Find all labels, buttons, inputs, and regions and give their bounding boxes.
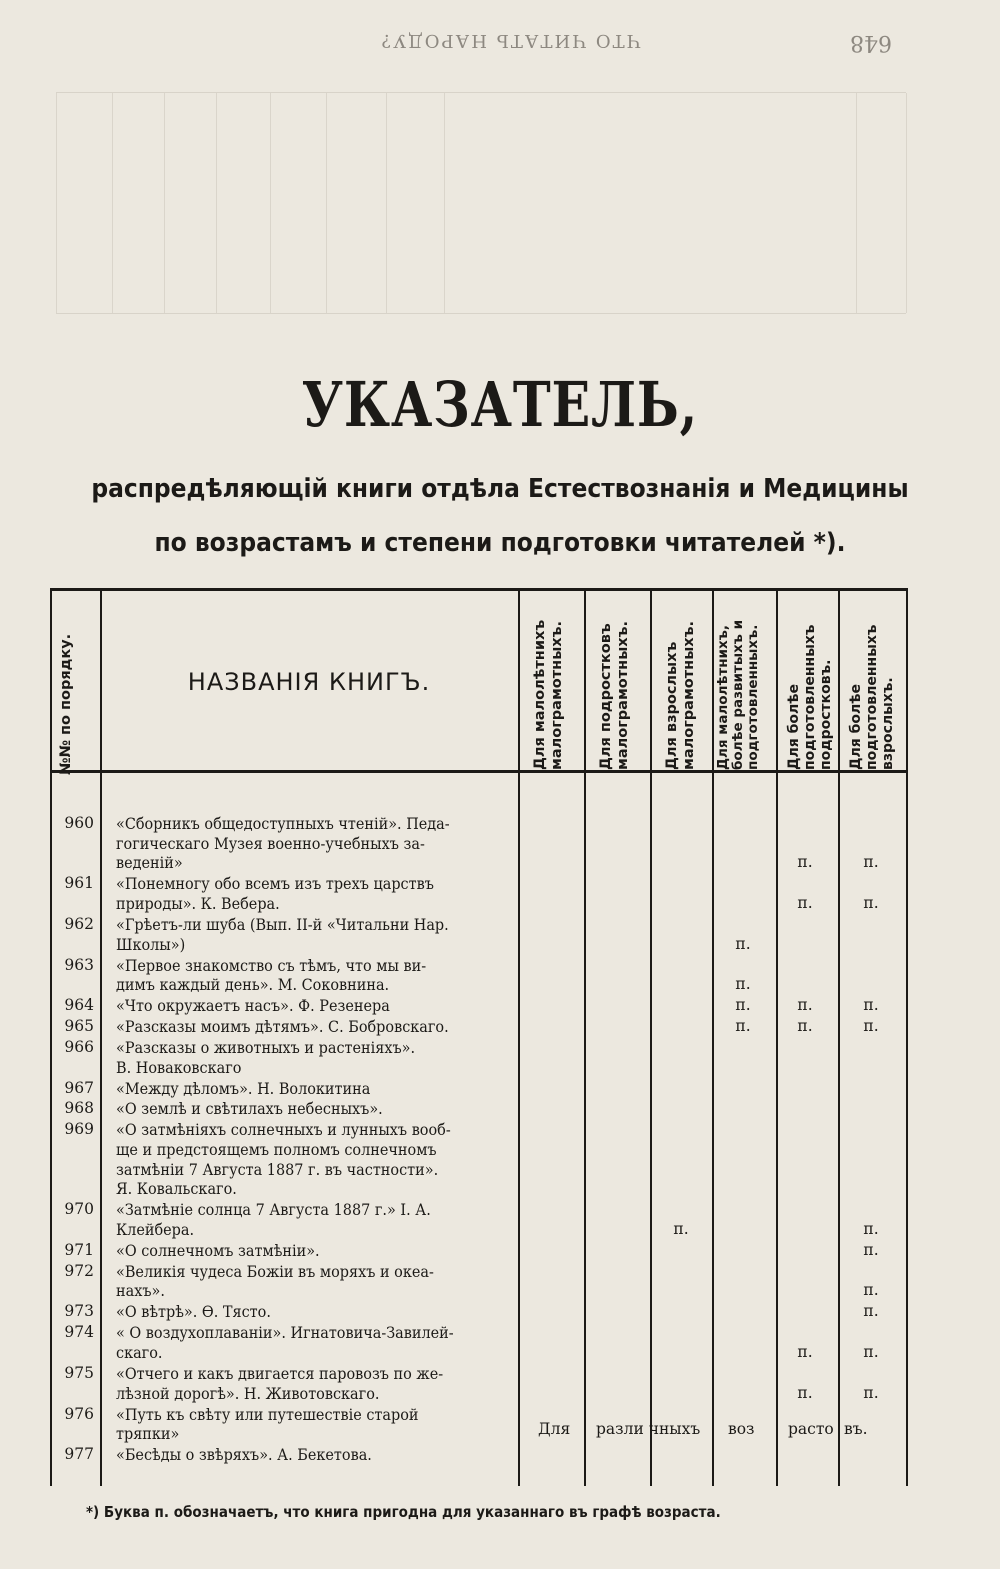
table-row bbox=[60, 1445, 910, 1465]
table-row bbox=[60, 996, 910, 1016]
bleed-through-table bbox=[56, 92, 906, 314]
book-title-line: « О воздухоплаваніи». Игнатовича-Завилей- bbox=[116, 1324, 454, 1343]
book-title-line: «Великія чудеса Божіи въ моряхъ и океа- bbox=[116, 1262, 434, 1281]
book-title-line: веденій» bbox=[116, 854, 183, 873]
row-number: 960 bbox=[64, 814, 94, 832]
book-title-line: «Сборникъ общедоступныхъ чтеній». Педа- bbox=[116, 815, 450, 833]
header-col-6: Для болѣе подготовленныхъ взрослыхъ. bbox=[848, 624, 896, 770]
table-row bbox=[60, 1323, 910, 1362]
suitability-mark: п. bbox=[735, 1017, 751, 1035]
row-number: 974 bbox=[64, 1323, 94, 1342]
suitability-mark: п. bbox=[735, 934, 751, 953]
book-title-line: «Затмѣніе солнца 7 Августа 1887 г.» І. А. bbox=[116, 1201, 431, 1220]
table-row bbox=[60, 1405, 910, 1444]
suitability-mark: п. bbox=[863, 853, 879, 872]
note-word-1: Для bbox=[538, 1420, 571, 1438]
header-titles-column: НАЗВАНІЯ КНИГЪ. bbox=[187, 668, 431, 696]
book-title-line: Я. Ковальскаго. bbox=[116, 1180, 237, 1199]
book-title-line: Школы») bbox=[116, 935, 186, 954]
row-number: 962 bbox=[64, 914, 94, 933]
header-number-column: №№ по порядку. bbox=[58, 633, 74, 775]
row-number: 964 bbox=[64, 996, 94, 1015]
book-title-line: «Бесѣды о звѣряхъ». А. Бекетова. bbox=[116, 1446, 372, 1465]
header-col-4: Для малолѣтнихъ, болѣе развитыхъ и подготовленныхъ. bbox=[715, 619, 761, 770]
book-title-line: ще и предстоящемъ полномъ солнечномъ bbox=[116, 1140, 437, 1159]
book-title-line: Клейбера. bbox=[116, 1220, 195, 1239]
table-row bbox=[60, 814, 910, 873]
note-word-4: расто bbox=[788, 1420, 834, 1438]
header-col-1: Для малолѣтнихъ малограмотныхъ. bbox=[532, 619, 565, 770]
book-title-line: «Разсказы моимъ дѣтямъ». С. Бобровскаго. bbox=[116, 1018, 449, 1036]
book-title-line: нахъ». bbox=[116, 1282, 165, 1301]
table-row bbox=[60, 1099, 910, 1119]
header-rule bbox=[50, 770, 908, 773]
book-title-line: «Первое знакомство съ тѣмъ, что мы ви- bbox=[116, 956, 427, 975]
note-word-5: въ. bbox=[844, 1420, 868, 1438]
table-row bbox=[60, 1364, 910, 1403]
suitability-mark: п. bbox=[863, 996, 879, 1015]
suitability-mark: п. bbox=[863, 1383, 879, 1402]
book-title-line: димъ каждый день». М. Соковнина. bbox=[116, 976, 390, 995]
table-row bbox=[60, 956, 910, 995]
book-title-line: природы». К. Вебера. bbox=[116, 894, 280, 913]
table-row bbox=[60, 915, 910, 954]
subtitle-line-2: по возрастамъ и степени подготовки читателей *). bbox=[154, 528, 846, 558]
note-word-3: воз bbox=[728, 1420, 755, 1438]
row-number: 972 bbox=[64, 1261, 94, 1280]
table-row bbox=[60, 1302, 910, 1322]
book-title-line: «О затмѣніяхъ солнечныхъ и лунныхъ вооб- bbox=[116, 1121, 451, 1140]
suitability-mark: п. bbox=[863, 893, 879, 912]
suitability-mark: п. bbox=[863, 1281, 879, 1300]
suitability-mark: п. bbox=[863, 1219, 879, 1238]
row-number: 967 bbox=[64, 1078, 94, 1097]
book-title-line: гогическаго Музея военно-учебныхъ за- bbox=[116, 834, 425, 853]
row-number: 971 bbox=[64, 1240, 94, 1259]
suitability-mark: п. bbox=[797, 996, 813, 1015]
row-number: 977 bbox=[64, 1445, 94, 1464]
table-row bbox=[60, 1200, 910, 1239]
row-number: 969 bbox=[64, 1120, 94, 1139]
header-col-3: Для взрослыхъ малограмотныхъ. bbox=[664, 620, 697, 770]
suitability-mark: п. bbox=[797, 853, 813, 872]
table-row bbox=[60, 1017, 910, 1037]
table-row bbox=[60, 1038, 910, 1077]
book-title-line: затмѣніи 7 Августа 1887 г. въ частности». bbox=[116, 1160, 439, 1179]
header-col-5: Для болѣе подготовленныхъ подростковъ. bbox=[786, 624, 834, 770]
suitability-mark: п. bbox=[863, 1302, 879, 1321]
running-head: ЧТО ЧИТАТЬ НАРОДУ? bbox=[379, 30, 641, 51]
row-number: 963 bbox=[64, 955, 94, 974]
page-title: УКАЗАТЕЛЬ, bbox=[301, 368, 699, 441]
book-title-line: «О землѣ и свѣтилахъ небесныхъ». bbox=[116, 1100, 383, 1119]
suitability-mark: п. bbox=[673, 1219, 689, 1238]
book-title-line: лѣзной дорогѣ». Н. Животовскаго. bbox=[116, 1384, 380, 1403]
suitability-mark: п. bbox=[735, 975, 751, 994]
book-title-line: «О вѣтрѣ». Ѳ. Тясто. bbox=[116, 1303, 271, 1322]
book-title-line: «Между дѣломъ». Н. Волокитина bbox=[116, 1079, 371, 1098]
row-number: 968 bbox=[64, 1099, 94, 1118]
table-row bbox=[60, 874, 910, 913]
book-title-line: В. Новаковскаго bbox=[116, 1058, 242, 1077]
book-title-line: тряпки» bbox=[116, 1425, 180, 1444]
header-col-2: Для подростковъ малограмотныхъ. bbox=[598, 620, 631, 770]
suitability-mark: п. bbox=[797, 893, 813, 912]
book-title-line: «Грѣетъ-ли шуба (Вып. II-й «Читальни Нар. bbox=[116, 915, 449, 934]
suitability-mark: п. bbox=[797, 1342, 813, 1361]
table-row bbox=[60, 1241, 910, 1261]
suitability-mark: п. bbox=[797, 1017, 813, 1035]
book-title-line: «Путь къ свѣту или путешествіе старой bbox=[116, 1405, 419, 1424]
suitability-mark: п. bbox=[863, 1342, 879, 1361]
suitability-mark: п. bbox=[863, 1240, 879, 1259]
book-title-line: «Разсказы о животныхъ и растеніяхъ». bbox=[116, 1038, 416, 1057]
suitability-mark: п. bbox=[863, 1017, 879, 1035]
note-word-2: разли чныхъ bbox=[596, 1420, 701, 1438]
suitability-mark: п. bbox=[735, 996, 751, 1015]
suitability-mark: п. bbox=[797, 1383, 813, 1402]
book-title-line: «Отчего и какъ двигается паровозъ по же- bbox=[116, 1364, 444, 1383]
book-title-line: скаго. bbox=[116, 1343, 163, 1362]
table-row bbox=[60, 1262, 910, 1301]
table-row bbox=[60, 1120, 910, 1199]
row-number: 975 bbox=[64, 1363, 94, 1382]
row-number: 961 bbox=[64, 874, 94, 893]
row-number: 966 bbox=[64, 1037, 94, 1056]
book-title-line: «О солнечномъ затмѣніи». bbox=[116, 1241, 320, 1260]
table-left-rule bbox=[50, 588, 52, 1486]
subtitle-line-1: распредѣляющій книги отдѣла Естествознанія и Медицины bbox=[91, 474, 909, 504]
book-title-line: «Что окружаетъ насъ». Ф. Резенера bbox=[116, 997, 390, 1016]
row-number: 965 bbox=[64, 1017, 94, 1035]
row-number: 976 bbox=[64, 1404, 94, 1423]
footnote: *) Буква п. обозначаетъ, что книга пригодна для указаннаго въ графѣ возраста. bbox=[86, 1503, 721, 1521]
row-number: 973 bbox=[64, 1302, 94, 1321]
book-title-line: «Понемногу обо всемъ изъ трехъ царствъ bbox=[116, 875, 434, 894]
page-number: 648 bbox=[850, 30, 892, 55]
row-number: 970 bbox=[64, 1200, 94, 1219]
table-row bbox=[60, 1079, 910, 1099]
